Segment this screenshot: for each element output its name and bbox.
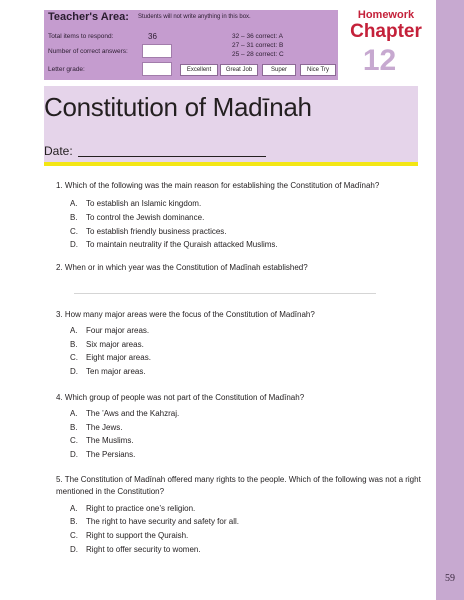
page-number: 59	[445, 573, 455, 584]
grade-scale-text: correct: C	[255, 51, 284, 58]
chapter-label: Chapter	[350, 21, 422, 42]
question-4-option-c[interactable]: The Muslims.	[86, 436, 134, 445]
option-letter: A.	[70, 326, 78, 335]
question-1-option-d[interactable]: To maintain neutrality if the Quraish attacked Muslims.	[86, 240, 278, 249]
teacher-area-box	[44, 10, 338, 80]
option-letter: B.	[70, 517, 78, 526]
option-letter: A.	[70, 409, 78, 418]
teacher-area-title: Teacher's Area:	[48, 11, 129, 23]
option-letter: B.	[70, 423, 78, 432]
grade-scale-text: correct: B	[255, 42, 284, 49]
purple-side-bar	[436, 0, 464, 600]
grade-scale-text: correct: A	[255, 33, 283, 40]
question-2-answer-line[interactable]	[74, 293, 376, 294]
total-items-label: Total items to respond:	[48, 33, 114, 40]
rating-excellent-button[interactable]: Excellent	[180, 64, 218, 76]
option-letter: B.	[70, 340, 78, 349]
grade-scale-range: 32 – 36	[232, 33, 254, 40]
rating-great-job-button[interactable]: Great Job	[220, 64, 258, 76]
date-label: Date:	[44, 144, 73, 158]
question-4-option-a[interactable]: The ’Aws and the Kahzraj.	[86, 409, 180, 418]
question-4-stem: 4. Which group of people was not part of the Constitution of Madīnah?	[56, 393, 305, 402]
total-items-value: 36	[148, 32, 157, 41]
option-letter: D.	[70, 450, 78, 459]
option-letter: D.	[70, 545, 78, 554]
option-letter: D.	[70, 240, 78, 249]
question-5-option-c[interactable]: Right to support the Quraish.	[86, 531, 189, 540]
question-3-stem: 3. How many major areas were the focus of the Constitution of Madīnah?	[56, 310, 315, 319]
option-letter: C.	[70, 353, 78, 362]
title-band	[44, 86, 418, 162]
yellow-divider	[44, 162, 418, 166]
rating-super-button[interactable]: Super	[262, 64, 296, 76]
homework-label: Homework	[357, 9, 415, 21]
grade-scale-range: 25 – 28	[232, 51, 254, 58]
question-5-option-d[interactable]: Right to offer security to women.	[86, 545, 201, 554]
question-5-stem: 5. The Constitution of Madīnah offered many rights to the people. Which of the following was not a right mentioned in the Constitution?	[56, 475, 421, 496]
correct-answers-label: Number of correct answers:	[48, 48, 128, 55]
option-letter: D.	[70, 367, 78, 376]
date-field[interactable]	[78, 156, 266, 157]
grade-scale-b	[232, 42, 283, 49]
question-1-stem: 1. Which of the following was the main reason for establishing the Constitution of Madīnah?	[56, 181, 380, 190]
option-letter: A.	[70, 504, 78, 513]
chapter-number: 12	[362, 44, 397, 77]
option-letter: C.	[70, 227, 78, 236]
question-4-option-d[interactable]: The Persians.	[86, 450, 136, 459]
teacher-area-note: Students will not write anything in this box.	[138, 14, 251, 20]
grade-scale-c	[232, 51, 284, 58]
rating-nice-try-button[interactable]: Nice Try	[300, 64, 336, 76]
question-3-option-b[interactable]: Six major areas.	[86, 340, 144, 349]
option-letter: C.	[70, 436, 78, 445]
option-letter: C.	[70, 531, 78, 540]
correct-answers-field[interactable]	[142, 44, 172, 58]
grade-scale-range: 27 – 31	[232, 42, 254, 49]
question-5-option-b[interactable]: The right to have security and safety for all.	[86, 517, 239, 526]
question-1-option-c[interactable]: To establish friendly business practices.	[86, 227, 227, 236]
letter-grade-label: Letter grade:	[48, 66, 85, 73]
option-letter: A.	[70, 199, 78, 208]
question-5-option-a[interactable]: Right to practice one’s religion.	[86, 504, 196, 513]
grade-scale-a	[232, 33, 283, 40]
question-2-stem: 2. When or in which year was the Constitution of Madīnah established?	[56, 263, 308, 272]
letter-grade-field[interactable]	[142, 62, 172, 76]
option-letter: B.	[70, 213, 78, 222]
question-3-option-d[interactable]: Ten major areas.	[86, 367, 146, 376]
question-3-option-c[interactable]: Eight major areas.	[86, 353, 151, 362]
question-3-option-a[interactable]: Four major areas.	[86, 326, 150, 335]
question-4-option-b[interactable]: The Jews.	[86, 423, 123, 432]
question-1-option-b[interactable]: To control the Jewish dominance.	[86, 213, 205, 222]
question-1-option-a[interactable]: To establish an Islamic kingdom.	[86, 199, 202, 208]
page-title: Constitution of Madīnah	[44, 92, 312, 122]
